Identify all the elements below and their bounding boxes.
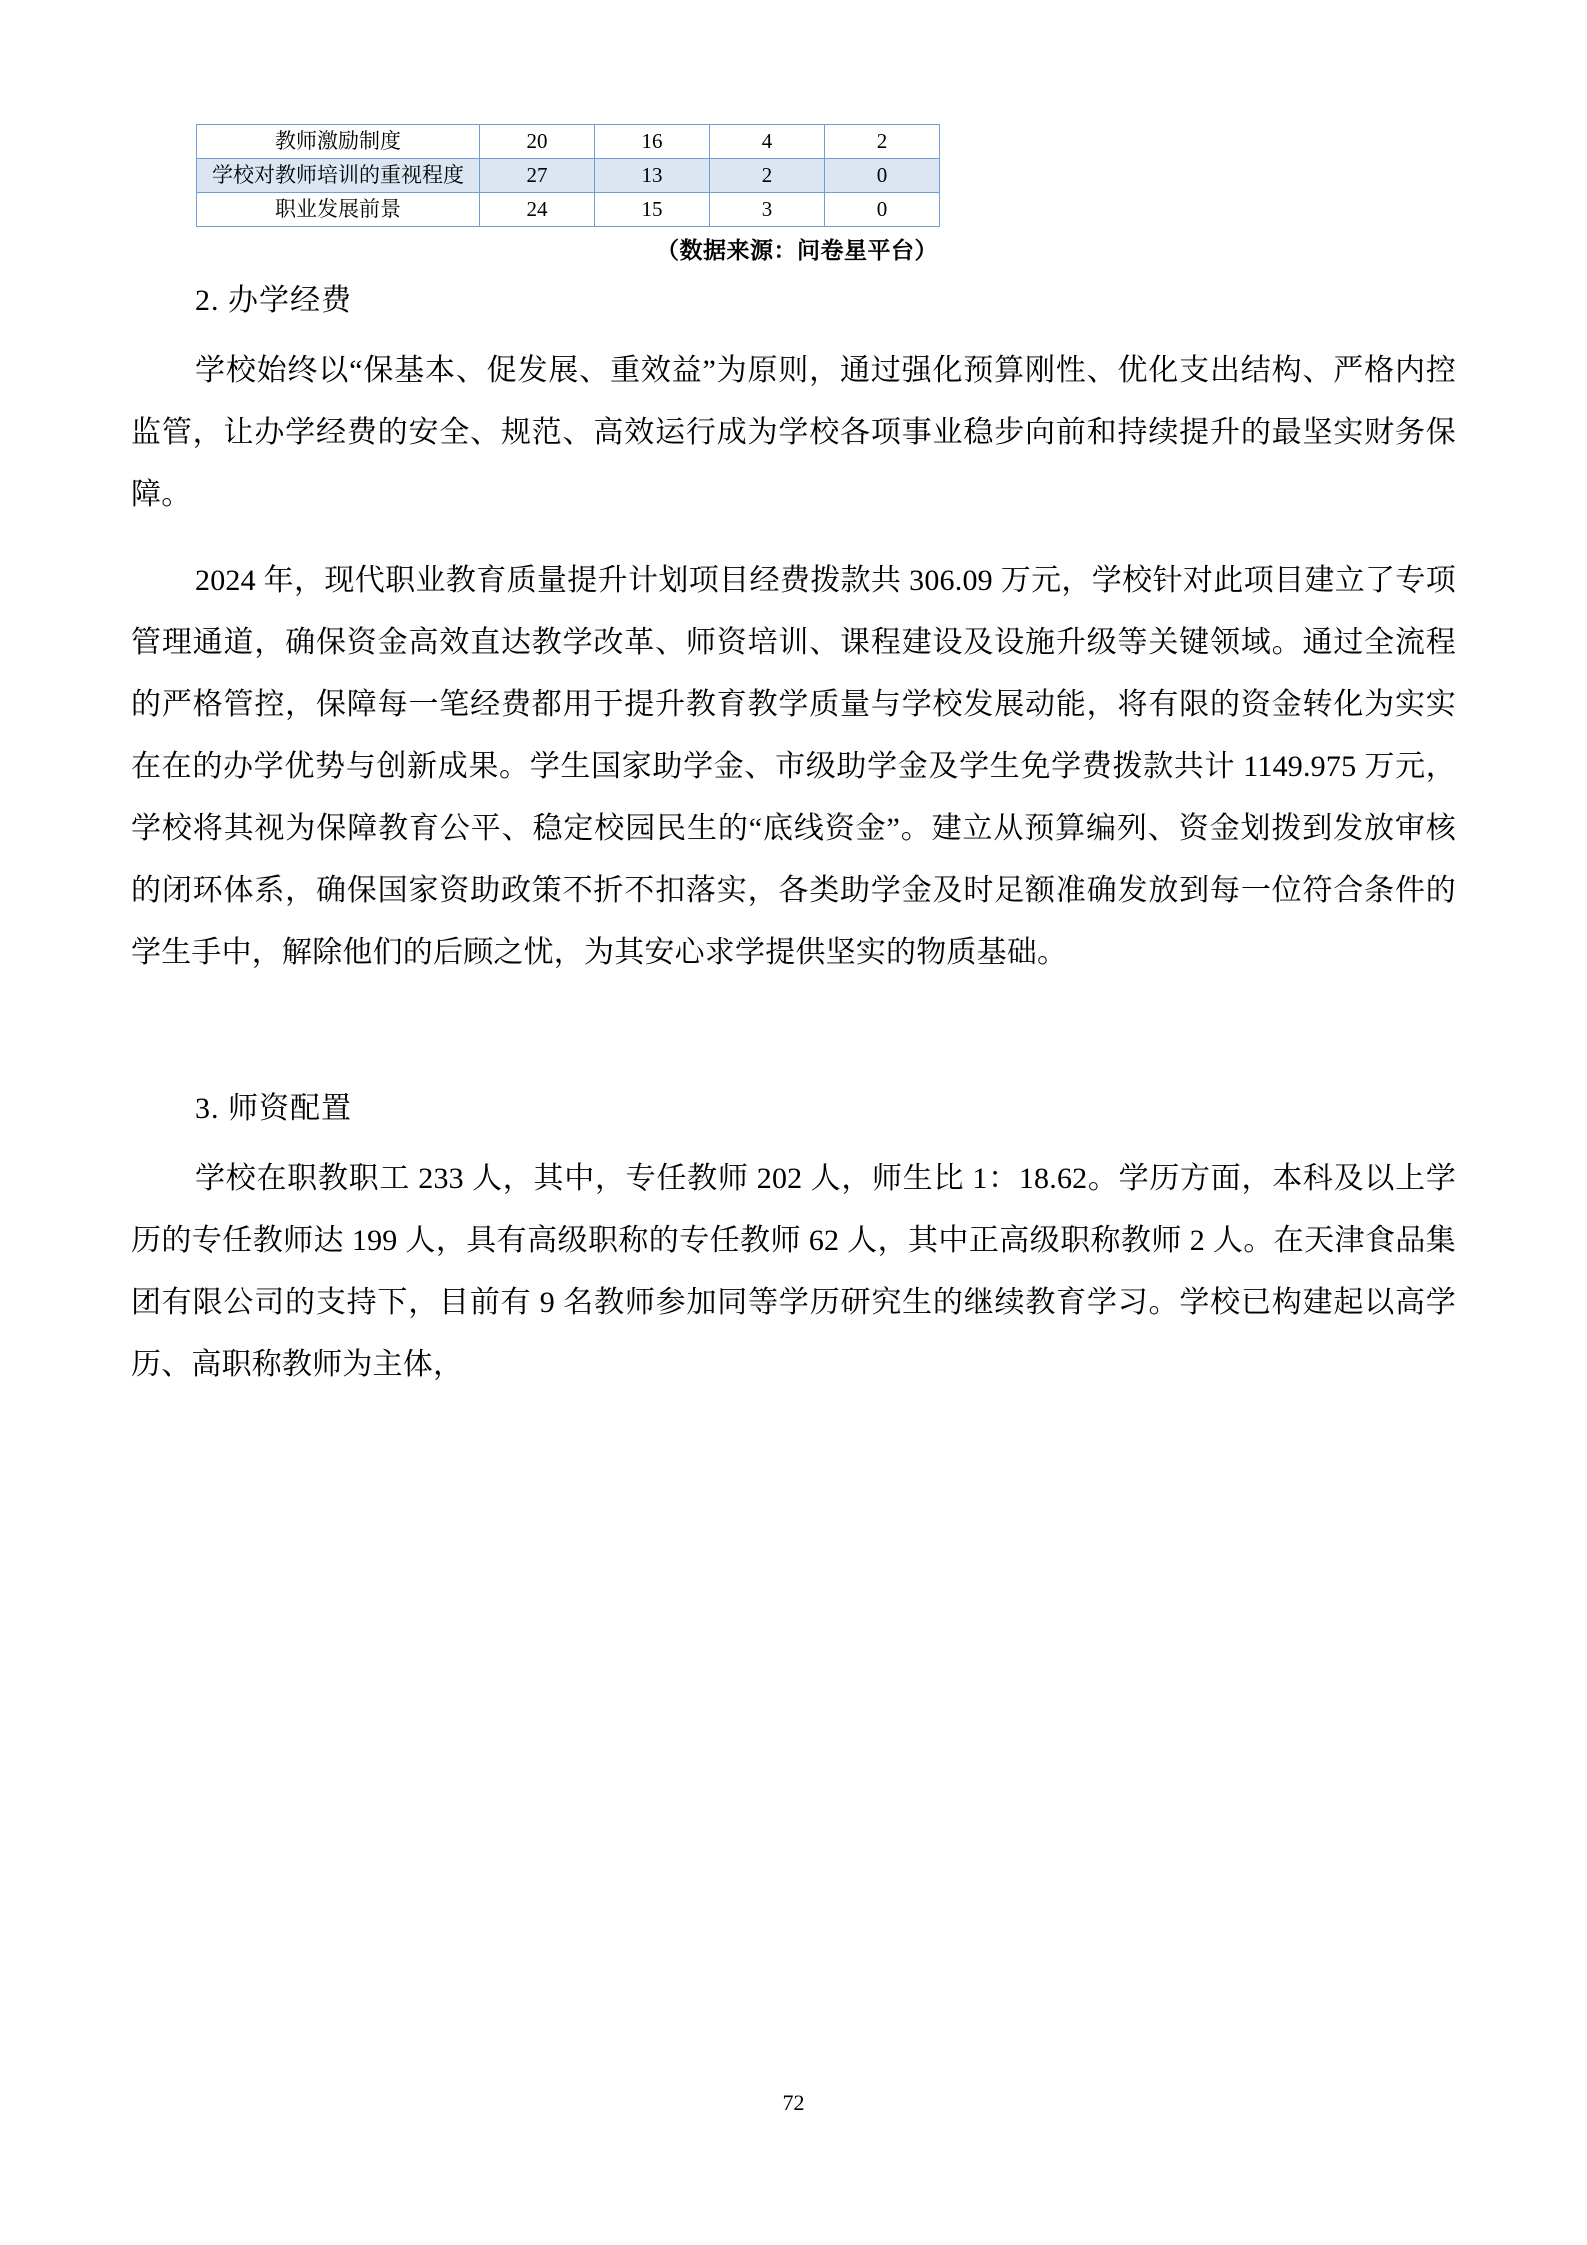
row-value-3: 4 <box>710 125 825 159</box>
survey-table-container <box>196 124 914 227</box>
row-value-4: 0 <box>825 159 940 193</box>
row-label: 教师激励制度 <box>197 125 480 159</box>
table-row <box>197 193 940 227</box>
paragraph-faculty-composition: 学校在职教职工 233 人，其中，专任教师 202 人，师生比 1：18.62。学历方面，本科及以上学历的专任教师达 199 人，具有高级职称的专任教师 62 人，其中正高级职称教师 2 人。在天津食品集团有限公司的支持下，目前有 9 名教师参加同等学历研究生的继续教育学习。学校已构建起以高学历、高职称教师为主体， <box>131 1162 1456 1381</box>
row-value-2: 15 <box>595 193 710 227</box>
section-heading-faculty: 3. 师资配置 <box>195 1092 352 1125</box>
row-label: 职业发展前景 <box>197 193 480 227</box>
section-heading-funding: 2. 办学经费 <box>195 284 352 317</box>
paragraph-funding-principles: 学校始终以“保基本、促发展、重效益”为原则，通过强化预算刚性、优化支出结构、严格内控监管，让办学经费的安全、规范、高效运行成为学校各项事业稳步向前和持续提升的最坚实财务保障。 <box>131 354 1456 511</box>
page-number: 72 <box>782 2090 805 2115</box>
data-source-note: （数据来源：问卷星平台） <box>656 238 938 263</box>
row-value-1: 20 <box>480 125 595 159</box>
row-value-3: 3 <box>710 193 825 227</box>
row-value-1: 27 <box>480 159 595 193</box>
row-value-1: 24 <box>480 193 595 227</box>
row-value-2: 13 <box>595 159 710 193</box>
row-value-3: 2 <box>710 159 825 193</box>
row-label: 学校对教师培训的重视程度 <box>197 159 480 193</box>
teacher-survey-table <box>196 124 940 227</box>
table-row <box>197 125 940 159</box>
row-value-4: 0 <box>825 193 940 227</box>
paragraph-funding-allocation: 2024 年，现代职业教育质量提升计划项目经费拨款共 306.09 万元，学校针对此项目建立了专项管理通道，确保资金高效直达教学改革、师资培训、课程建设及设施升级等关键领域。通过全流程的严格管控，保障每一笔经费都用于提升教育教学质量与学校发展动能，将有限的资金转化为实实在在的办学优势与创新成果。学生国家助学金、市级助学金及学生免学费拨款共计 1149.975 万元，学校将其视为保障教育公平、稳定校园民生的“底线资金”。建立从预算编列、资金划拨到发放审核的闭环体系，确保国家资助政策不折不扣落实，各类助学金及时足额准确发放到每一位符合条件的学生手中，解除他们的后顾之忧，为其安心求学提供坚实的物质基础。 <box>131 564 1456 969</box>
row-value-2: 16 <box>595 125 710 159</box>
row-value-4: 2 <box>825 125 940 159</box>
table-row <box>197 159 940 193</box>
table-body <box>197 125 940 227</box>
